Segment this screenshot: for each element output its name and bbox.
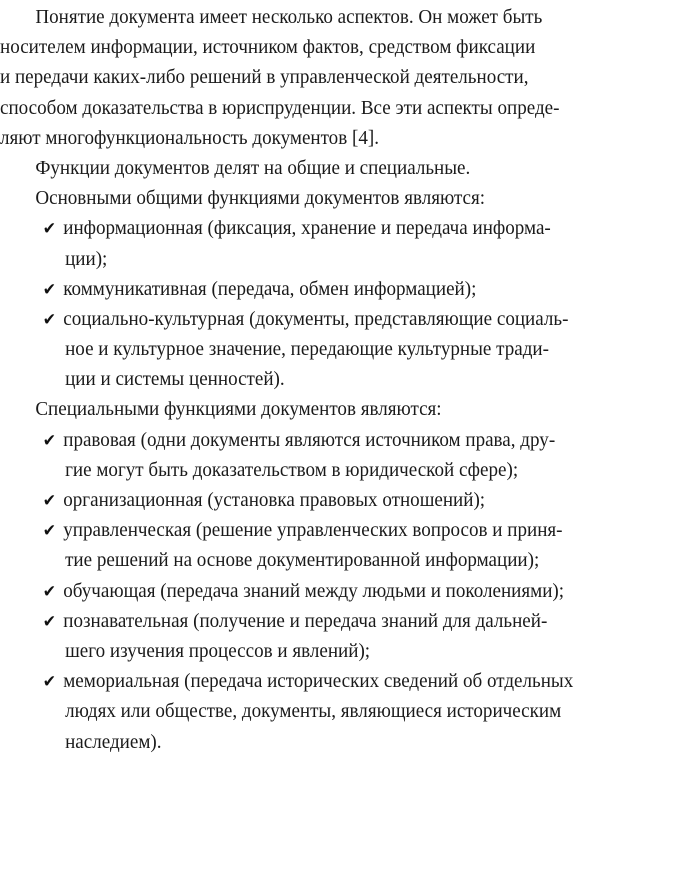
checkmark-icon: ✔ [42, 611, 57, 632]
list-item-text: информационная (фиксация, хранение и передача информа- [63, 217, 551, 240]
list-item-continuation: тие решений на основе документированной информации); [65, 549, 540, 572]
checkmark-icon: ✔ [42, 491, 57, 511]
intro-line: носителем информации, источником фактов, средством фиксации [0, 36, 536, 59]
list-item-continuation: ное и культурное значение, передающие культурные тради- [65, 338, 549, 361]
list-item-text: управленческая (решение управленческих вопросов и приня- [63, 519, 563, 542]
checkmark-icon: ✔ [42, 309, 57, 330]
special-functions-heading: Специальными функциями документов являются: [35, 398, 442, 421]
list-item-continuation: шего изучения процессов и явлений); [65, 639, 371, 662]
list-item-continuation: ции); [65, 247, 108, 270]
list-item-text: мемориальная (передача исторических сведений об отдельных [63, 670, 574, 693]
checkmark-icon: ✔ [42, 581, 57, 602]
list-item [0, 485, 573, 515]
list-item-text: обучающая (передача знаний между людьми и поколениями); [63, 579, 565, 602]
checkmark-icon: ✔ [42, 219, 57, 240]
list-item-text: правовая (одни документы являются источником права, дру- [63, 428, 556, 451]
list-item [0, 274, 573, 304]
list-item-continuation: наследием). [65, 730, 162, 753]
list-item-continuation: ции и системы ценностей). [65, 368, 285, 391]
list-item [0, 576, 573, 606]
list-item-text: коммуникативная (передача, обмен информацией); [63, 277, 477, 300]
checkmark-icon: ✔ [42, 430, 57, 451]
checkmark-icon: ✔ [42, 279, 57, 300]
intro-line: Понятие документа имеет несколько аспектов. Он может быть [35, 6, 543, 28]
list-item [0, 213, 573, 243]
list-item [0, 666, 573, 696]
list-item [0, 304, 573, 334]
checkmark-icon: ✔ [42, 672, 57, 693]
document-text [0, 2, 573, 757]
list-item-text: организационная (установка правовых отношений); [63, 489, 486, 511]
checkmark-icon: ✔ [42, 521, 57, 542]
list-item-continuation: гие могут быть доказательством в юридической сфере); [65, 458, 519, 481]
intro-line: и передачи каких-либо решений в управленческой деятельности, [0, 66, 529, 89]
list-item [0, 515, 573, 545]
intro-line: ляют многофункциональность документов [4]. [0, 126, 379, 149]
general-functions-heading: Основными общими функциями документов являются: [35, 187, 486, 210]
list-item-text: социально-культурная (документы, представляющие социаль- [63, 307, 569, 330]
division-sentence: Функции документов делят на общие и специальные. [35, 156, 471, 179]
list-item [0, 425, 573, 455]
list-item [0, 606, 573, 636]
list-item-text: познавательная (получение и передача знаний для дальней- [63, 609, 548, 632]
list-item-continuation: людях или обществе, документы, являющиеся историческим [65, 700, 562, 723]
intro-line: способом доказательства в юриспруденции. Все эти аспекты опреде- [0, 96, 560, 119]
